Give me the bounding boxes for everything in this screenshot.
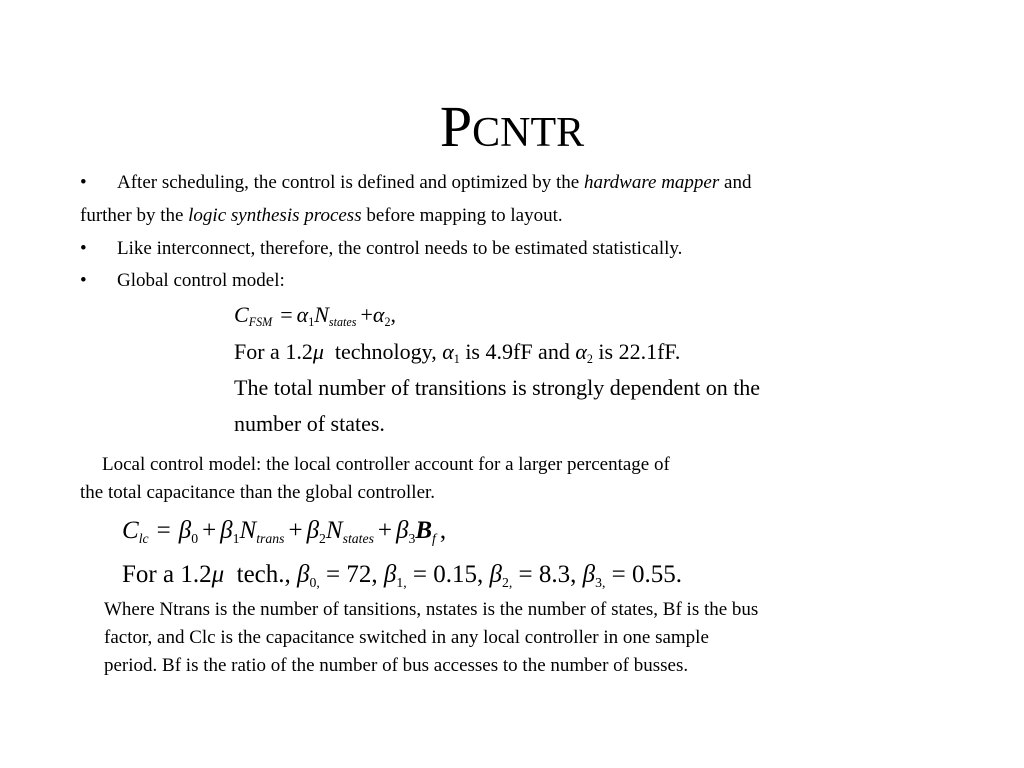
slide-title (0, 94, 1024, 159)
bullet-2-text: Like interconnect, therefore, the control needs to be estimated statistically. (117, 238, 683, 259)
definitions-paragraph (104, 596, 758, 680)
title-cap: P (439, 94, 473, 159)
bullet-1-text-post: and (719, 172, 752, 193)
definitions-line-3: period. Bf is the ratio of the number of bus accesses to the number of busses. (104, 655, 689, 676)
bullet-marker-1: • (80, 172, 87, 193)
bullet-1-cont-post: before mapping to layout. (361, 205, 563, 226)
bullet-marker-3: • (80, 270, 87, 291)
global-coefficients: For a 1.2μ technology, $\alpha_1$ is 4.9fF and $\alpha_2$ is 22.1fF. (234, 339, 681, 367)
local-model-line-2: the total capacitance than the global controller. (80, 482, 436, 503)
local-model-line-1: Local control model: the local controller account for a larger percentage of (102, 454, 670, 475)
local-coefficients: For a 1.2μ tech., $\beta_{0,} = 72$, $\beta_{1,} = 0.15$, $\beta_{2,} = 8.3$, $\beta_{3,} = 0.55$. (122, 561, 683, 590)
global-equation: $C_{FSM} = \alpha_1N_{states} +\alpha_2$, (234, 302, 397, 330)
bullet-1-text-pre: After scheduling, the control is defined and optimized by the (117, 172, 584, 193)
bullet-1-cont-emphasis: logic synthesis process (188, 205, 362, 226)
bullet-marker-2: • (80, 238, 87, 259)
bullet-3-text: Global control model: (117, 270, 285, 291)
bullet-1-text (117, 173, 751, 192)
local-equation: $C_{lc} = \beta_0 + \beta_1N_{trans} + \beta_2N_{states} + \beta_3B_f$ , (122, 517, 447, 546)
definitions-line-2: factor, and Clc is the capacitance switched in any local controller in one sample (104, 627, 709, 648)
bullet-1-continuation (80, 206, 563, 225)
bullet-1-emphasis: hardware mapper (583, 172, 720, 193)
global-note-line-1: The total number of transitions is strongly dependent on the (234, 375, 761, 400)
definitions-line-1: Where Ntrans is the number of tansitions, nstates is the number of states, Bf is the bus (104, 599, 759, 620)
title-rest: CNTR (472, 110, 585, 156)
global-note-line-2: number of states. (234, 411, 385, 436)
bullet-1-cont-pre: further by the (80, 205, 189, 226)
